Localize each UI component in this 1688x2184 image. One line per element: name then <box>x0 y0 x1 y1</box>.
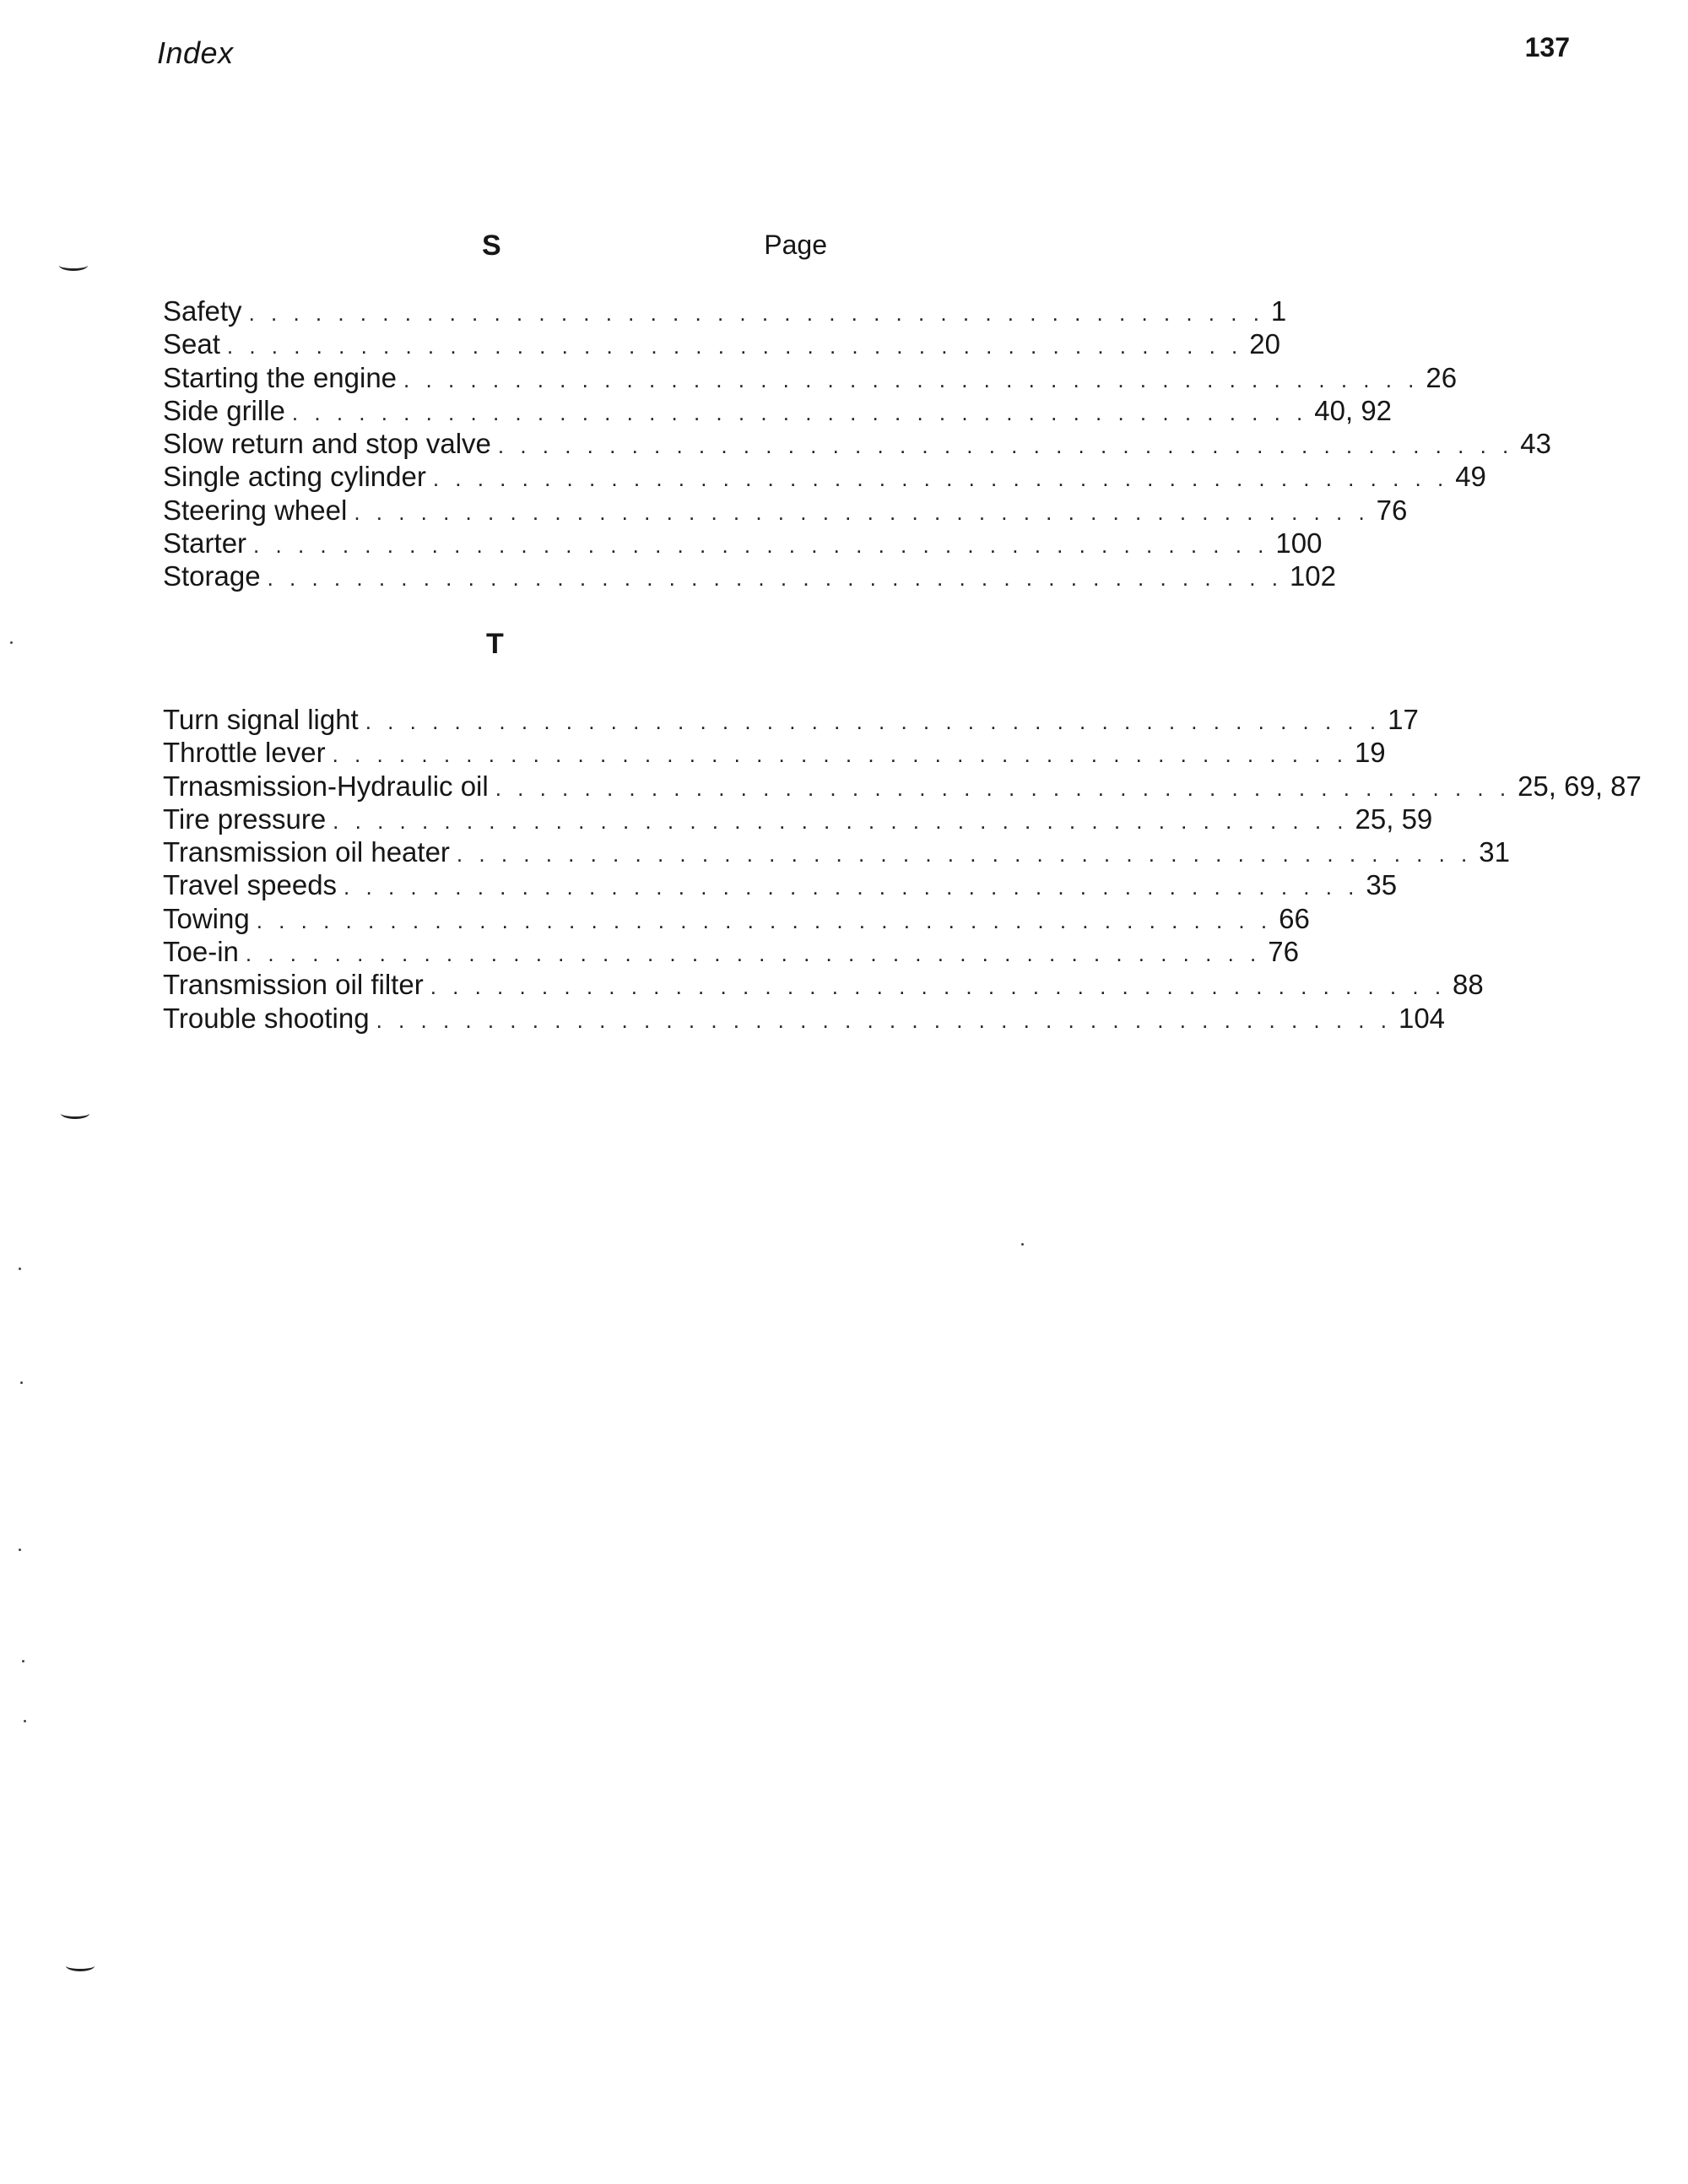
entry-pages: 20 <box>1249 328 1280 360</box>
index-entry <box>163 494 1408 527</box>
entry-term: Transmission oil filter <box>163 969 424 1001</box>
entry-term: Tire pressure <box>163 803 327 835</box>
dot-leader: . . . . . . . . . . . . . . . . . . . . . . . . . . . . . . . . . . . . . . . . . . . . . . <box>333 808 1349 834</box>
entry-list <box>163 295 1551 594</box>
scan-speck <box>1021 1243 1024 1246</box>
dot-leader: . . . . . . . . . . . . . . . . . . . . . . . . . . . . . . . . . . . . . . . . . . . . . . <box>291 399 1308 425</box>
entry-pages: 1 <box>1270 295 1287 327</box>
index-entry <box>163 737 1386 770</box>
index-entry <box>163 803 1433 836</box>
scan-speck <box>20 1381 23 1384</box>
entry-list <box>163 704 1642 1035</box>
entry-term: Seat <box>163 328 220 360</box>
entry-pages: 102 <box>1289 560 1337 592</box>
dot-leader: . . . . . . . . . . . . . . . . . . . . . . . . . . . . . . . . . . . . . . . . . . . . . . <box>226 333 1243 359</box>
index-entry <box>163 969 1484 1002</box>
dot-leader: . . . . . . . . . . . . . . . . . . . . . . . . . . . . . . . . . . . . . . . . . . . . . . <box>456 841 1473 868</box>
entry-pages: 19 <box>1354 737 1386 769</box>
index-entry <box>163 869 1398 902</box>
dot-leader: . . . . . . . . . . . . . . . . . . . . . . . . . . . . . . . . . . . . . . . . . . . . . . <box>432 466 1449 492</box>
index-entry <box>163 361 1458 395</box>
entry-pages: 43 <box>1520 428 1551 460</box>
binder-hole-mark <box>66 1960 95 1971</box>
dot-leader: . . . . . . . . . . . . . . . . . . . . . . . . . . . . . . . . . . . . . . . . . . . . . . <box>256 907 1273 933</box>
dot-leader: . . . . . . . . . . . . . . . . . . . . . . . . . . . . . . . . . . . . . . . . . . . . . . <box>245 941 1262 967</box>
page-header-title: Index <box>157 35 234 70</box>
dot-leader: . . . . . . . . . . . . . . . . . . . . . . . . . . . . . . . . . . . . . . . . . . . . . . <box>430 974 1447 1000</box>
index-entry <box>163 902 1310 936</box>
entry-term: Throttle lever <box>163 737 326 769</box>
entry-term: Side grille <box>163 394 285 426</box>
dot-leader: . . . . . . . . . . . . . . . . . . . . . . . . . . . . . . . . . . . . . . . . . . . . . . <box>495 775 1512 801</box>
index-entry <box>163 527 1323 560</box>
binder-hole-mark <box>59 260 88 271</box>
entry-pages: 76 <box>1376 494 1408 526</box>
page-column-label: Page <box>764 230 827 260</box>
dot-leader: . . . . . . . . . . . . . . . . . . . . . . . . . . . . . . . . . . . . . . . . . . . . . . <box>354 499 1370 525</box>
entry-pages: 100 <box>1275 527 1323 560</box>
scan-speck <box>19 1268 21 1270</box>
section-heading-row <box>163 226 827 268</box>
dot-leader: . . . . . . . . . . . . . . . . . . . . . . . . . . . . . . . . . . . . . . . . . . . . . . <box>344 874 1360 900</box>
index-entry <box>163 560 1337 593</box>
dot-leader: . . . . . . . . . . . . . . . . . . . . . . . . . . . . . . . . . . . . . . . . . . . . . . <box>497 433 1514 459</box>
entry-pages: 26 <box>1426 361 1458 393</box>
index-section-s <box>163 226 1551 594</box>
entry-term: Starting the engine <box>163 361 398 393</box>
index-entry <box>163 428 1551 461</box>
entry-term: Starter <box>163 527 247 560</box>
dot-leader: . . . . . . . . . . . . . . . . . . . . . . . . . . . . . . . . . . . . . . . . . . . . . . <box>253 532 1269 559</box>
section-letter: S <box>482 230 501 262</box>
entry-term: Transmission oil heater <box>163 836 450 868</box>
scan-speck <box>24 1720 26 1722</box>
entry-term: Storage <box>163 560 261 592</box>
index-entry <box>163 770 1642 803</box>
dot-leader: . . . . . . . . . . . . . . . . . . . . . . . . . . . . . . . . . . . . . . . . . . . . . . <box>376 1007 1392 1033</box>
entry-pages: 104 <box>1398 1002 1446 1034</box>
entry-pages: 40, 92 <box>1314 394 1393 426</box>
entry-pages: 66 <box>1279 902 1310 934</box>
entry-pages: 25, 59 <box>1355 803 1433 835</box>
section-letter: T <box>486 628 504 660</box>
index-entry <box>163 704 1419 737</box>
entry-term: Slow return and stop valve <box>163 428 491 460</box>
entry-term: Steering wheel <box>163 494 348 526</box>
entry-term: Toe-in <box>163 936 239 968</box>
dot-leader: . . . . . . . . . . . . . . . . . . . . . . . . . . . . . . . . . . . . . . . . . . . . . . <box>332 742 1348 768</box>
entry-pages: 31 <box>1479 836 1510 868</box>
entry-term: Trouble shooting <box>163 1002 370 1034</box>
index-entry <box>163 461 1486 494</box>
entry-pages: 88 <box>1453 969 1484 1001</box>
index-entry <box>163 394 1393 428</box>
section-heading-row <box>163 624 827 667</box>
entry-term: Towing <box>163 902 250 934</box>
dot-leader: . . . . . . . . . . . . . . . . . . . . . . . . . . . . . . . . . . . . . . . . . . . . . . <box>267 565 1283 592</box>
entry-pages: 76 <box>1268 936 1299 968</box>
binder-hole-mark <box>61 1108 89 1119</box>
entry-pages: 35 <box>1366 869 1398 901</box>
dot-leader: . . . . . . . . . . . . . . . . . . . . . . . . . . . . . . . . . . . . . . . . . . . . . . <box>365 709 1382 734</box>
dot-leader: . . . . . . . . . . . . . . . . . . . . . . . . . . . . . . . . . . . . . . . . . . . . . . <box>403 366 1420 392</box>
entry-term: Travel speeds <box>163 869 338 901</box>
scan-speck <box>10 641 13 644</box>
scan-speck <box>19 1549 21 1551</box>
entry-pages: 25, 69, 87 <box>1518 770 1642 802</box>
index-entry <box>163 295 1287 328</box>
index-entry <box>163 1002 1446 1035</box>
index-section-t <box>163 624 1642 1035</box>
entry-term: Single acting cylinder <box>163 461 426 493</box>
entry-term: Trnasmission-Hydraulic oil <box>163 770 489 802</box>
page-number: 137 <box>1524 32 1570 62</box>
dot-leader: . . . . . . . . . . . . . . . . . . . . . . . . . . . . . . . . . . . . . . . . . . . . . . <box>248 300 1264 326</box>
entry-term: Safety <box>163 295 242 327</box>
index-entry <box>163 328 1280 361</box>
index-entry <box>163 936 1299 969</box>
scan-speck <box>22 1660 24 1662</box>
index-entry <box>163 836 1510 869</box>
entry-term: Turn signal light <box>163 704 359 735</box>
entry-pages: 49 <box>1455 461 1486 493</box>
entry-pages: 17 <box>1388 704 1419 735</box>
